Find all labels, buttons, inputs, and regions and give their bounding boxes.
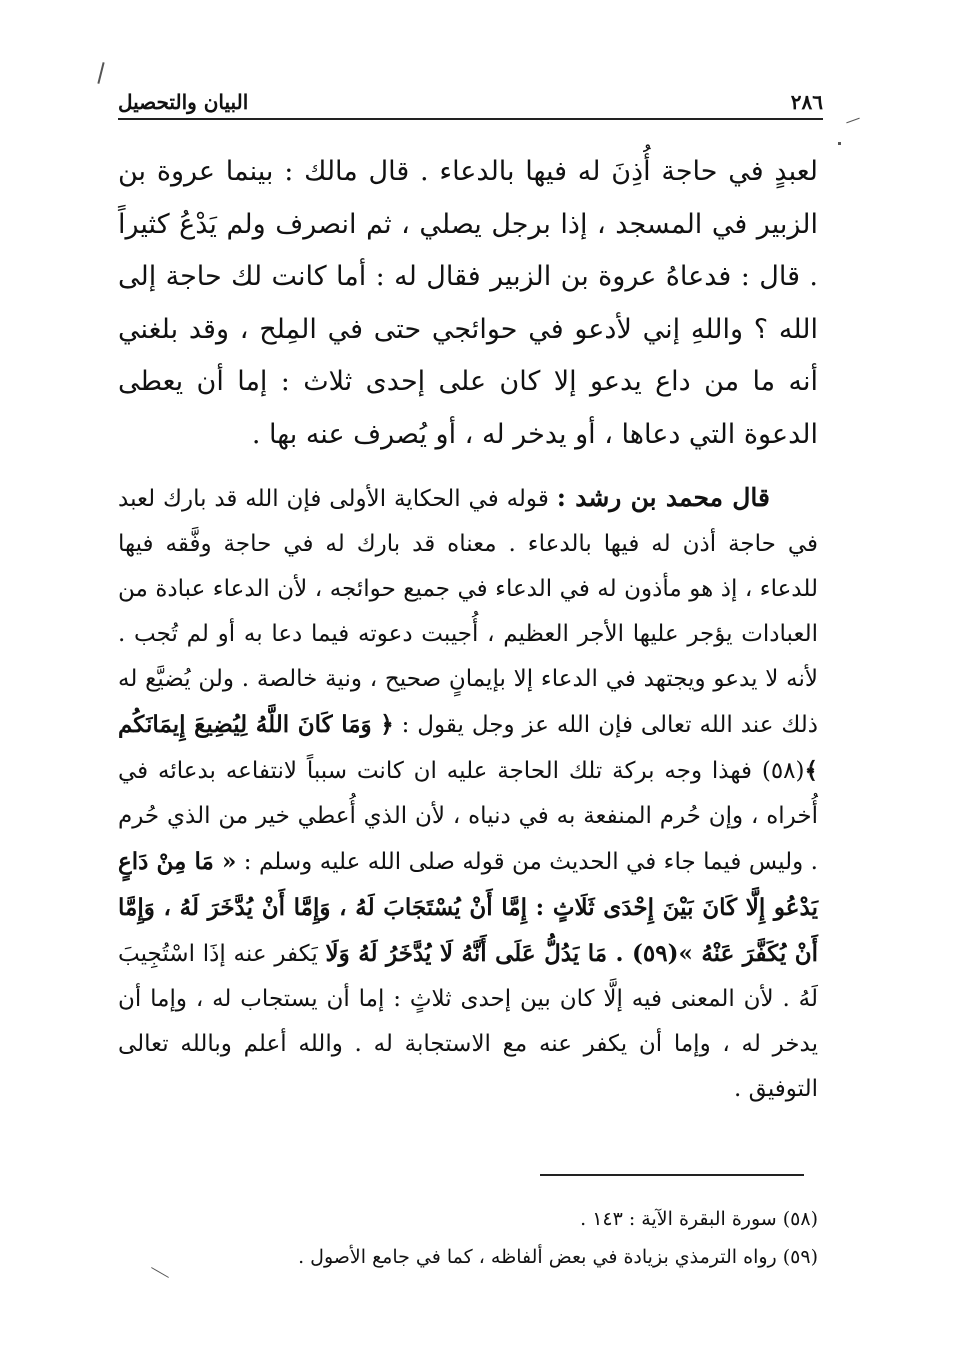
scan-speck — [97, 62, 104, 84]
paragraph-2-text-c: يَكفر عنه إذَا اسْتُجِيبَ لَهُ . لأن المعنى فيه إلَّا كان بين إحدى ثلاثٍ : إما أن يستجاب له ، وإما أن يدخر له ، وإما أن يكفر عنه مع الاستجابة له . والله أعلم وبالله تعالى التوفيق . — [118, 941, 818, 1102]
paragraph-2 — [118, 475, 818, 1112]
footnote-58: (٥٨) سورة البقرة الآية : ١٤٣ . — [580, 1208, 818, 1230]
paragraph-2-text-b: (٥٨) فهذا وجه بركة تلك الحاجة عليه ان كانت سبباً لانتفاعه بدعائه في أُخراه ، وإن حُرم المنفعة به في دنياه ، لأن الذي أُعطي خير من الذي حُرم . وليس فيما جاء في الحديث من قوله صلى الله عليه وسلم : — [118, 758, 818, 875]
book-title: البيان والتحصيل — [118, 90, 249, 114]
header-rule — [118, 118, 823, 120]
page-number: ٢٨٦ — [790, 90, 823, 114]
main-text — [118, 146, 818, 1112]
speaker-label: قال محمد بن رشد : — [556, 483, 770, 512]
page-header — [118, 84, 823, 114]
hadith-quote: « مَا مِنْ دَاعٍ يَدْعُو إِلَّا كَانَ بَيْنَ إِحْدَى ثَلَاثٍ : إِمَّا أَنْ يُسْتَجَابَ لَهُ ، وَإِمَّا أَنْ يُدَّخَرَ لَهُ ، وَإِمَّا أَنْ يُكَفَّرَ عَنْهُ »(٥٩) . مَا يَدُلُّ عَلَى أَنَّهُ لَا يُدَّخَرُ لَهُ وَلَا — [118, 848, 818, 967]
footnote-59: (٥٩) رواه الترمذي بزيادة في بعض ألفاظه ، كما في جامع الأصول . — [298, 1246, 818, 1268]
scan-speck — [838, 142, 841, 145]
paragraph-2-text-a: قوله في الحكاية الأولى فإن الله قد بارك لعبد في حاجة أذن له فيها بالدعاء . معناه قد بارك له في حاجة وفَّقه فيها للدعاء ، إذ هو مأذون له في الدعاء في جميع حوائجه ، لأن الدعاء عبادة من العبادات يؤجر عليها الأجر العظيم ، أُجيبت دعوته فيما دعا به أو لم تُجب . لأنه لا يدعو ويجتهد في الدعاء إلا بإيمانٍ صحيح ، ونية خالصة . ولن يُضيَّع له ذلك عند الله تعالى فإن الله عز وجل يقول : — [118, 486, 818, 738]
footnote-separator — [540, 1174, 804, 1176]
quran-verse: ﴿ وَمَا كَانَ اللَّهُ لِيُضِيعَ إِيمَانَكُم ﴾ — [118, 711, 818, 784]
footnotes — [118, 1200, 818, 1276]
paragraph-1: لعبدٍ في حاجة أُذِنَ له فيها بالدعاء . قال مالك : بينما عروة بن الزبير في المسجد ، إذا برجل يصلي ، ثم انصرف ولم يَدْعُ كثيراً . قال : فدعاهُ عروة بن الزبير فقال له : أما كانت لك حاجة إلى الله ؟ واللهِ إني لأدعو في حوائجي حتى في المِلح ، وقد بلغني أنه ما من داع يدعو إلا كان على إحدى ثلاث : إما أن يعطى الدعوة التي دعاها ، أو يدخر له ، أو يُصرف عنه بها . — [118, 156, 818, 450]
scan-speck — [846, 118, 859, 124]
